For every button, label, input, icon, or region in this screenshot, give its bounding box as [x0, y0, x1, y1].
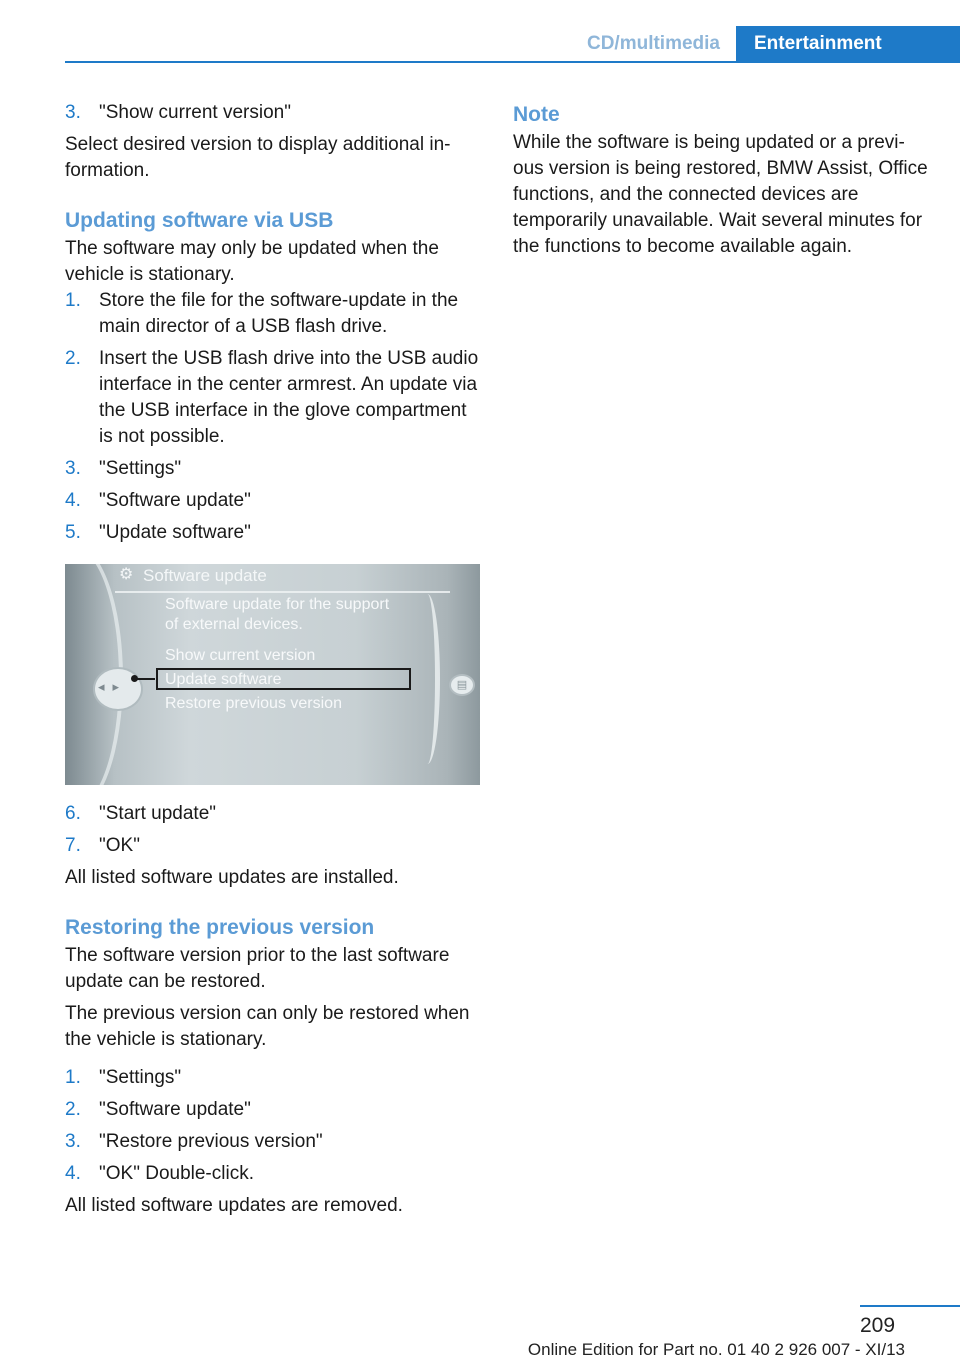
list-item	[65, 346, 483, 450]
restore-body-1: The software version prior to the last software update can be restored.	[65, 945, 450, 992]
list-item	[65, 801, 483, 827]
step-number: 6.	[65, 803, 81, 824]
step-text: Store the file for the software-update in the main director of a USB flash drive.	[99, 290, 459, 337]
step-text: "Software update"	[99, 1099, 251, 1120]
page-number: 209	[860, 1314, 896, 1337]
screen-title: Software update	[143, 566, 267, 585]
step-number: 2.	[65, 348, 81, 369]
step-text: "Settings"	[99, 1067, 182, 1088]
step-text: "Settings"	[99, 458, 182, 479]
usb-section	[65, 206, 483, 891]
list-item	[65, 288, 483, 340]
screen-info-line2: of external devices.	[165, 616, 303, 633]
step-number: 3.	[65, 1131, 81, 1152]
step-number: 3.	[65, 102, 81, 123]
step-text: "Software update"	[99, 490, 251, 511]
usb-step-list-continued	[65, 801, 483, 859]
screen-info-line1: Software update for the support	[165, 596, 390, 613]
intro-step-list	[65, 100, 483, 126]
restore-body-2: The previous version can only be restored when the vehicle is stationary.	[65, 1003, 470, 1050]
list-item	[65, 456, 483, 482]
step-text: "OK" Double-click.	[99, 1163, 254, 1184]
gear-icon: ⚙	[119, 566, 134, 583]
step-text: "Restore previous version"	[99, 1131, 323, 1152]
screen-option-restore-version: Restore previous version	[165, 695, 342, 712]
left-column	[65, 100, 483, 1219]
step-text: "Update software"	[99, 522, 251, 543]
section-heading-usb: Updating software via USB	[65, 209, 334, 232]
step-text: "Start update"	[99, 803, 217, 824]
idrive-screenshot	[65, 564, 480, 785]
intro-paragraph: Select desired version to display additional information.	[65, 134, 451, 181]
header-chapter-tab: Entertainment	[736, 26, 960, 62]
option-button-icon: ▤	[449, 674, 475, 696]
usb-step-list	[65, 288, 483, 546]
restore-step-list	[65, 1065, 483, 1187]
screen-title-rule	[115, 591, 450, 593]
restore-section	[65, 913, 483, 1219]
knob-arrows-icon: ◂▸	[98, 679, 128, 694]
step-number: 2.	[65, 1099, 81, 1120]
list-item	[65, 1065, 483, 1091]
step-number: 7.	[65, 835, 81, 856]
step-number: 1.	[65, 1067, 81, 1088]
step-text: "Show current version"	[99, 102, 291, 123]
note-title: Note	[513, 103, 560, 126]
restore-result: All listed software updates are removed.	[65, 1195, 403, 1216]
usb-body: The software may only be updated when the vehicle is stationary.	[65, 238, 439, 285]
header-section-label: CD/multimedia	[586, 33, 720, 54]
step-text: "OK"	[99, 835, 140, 856]
usb-result: All listed software updates are installed.	[65, 867, 399, 888]
right-column	[513, 100, 928, 260]
pointer-line	[135, 678, 155, 680]
step-text: Insert the USB flash drive into the USB audio interface in the center armrest. An update via the USB interface in the glove compartment is not possible.	[99, 348, 479, 447]
step-number: 4.	[65, 490, 81, 511]
page-number-rule	[860, 1305, 960, 1307]
list-item	[65, 1161, 483, 1187]
list-item	[65, 520, 483, 546]
step-number: 5.	[65, 522, 81, 543]
list-item	[65, 488, 483, 514]
section-heading-restore: Restoring the previous version	[65, 916, 375, 939]
list-item	[65, 833, 483, 859]
list-item	[65, 1129, 483, 1155]
screen-option-show-version: Show current version	[165, 647, 316, 664]
screen-option-update-software: Update software	[165, 671, 282, 688]
screen-right-arc	[415, 594, 440, 764]
step-number: 4.	[65, 1163, 81, 1184]
note-text: While the software is being updated or a previous version is being restored, BMW Assist, Office functions, and the connected devices are temporarily unavailable. Wait several minutes for the functions to become available again.	[513, 132, 928, 257]
step-number: 1.	[65, 290, 81, 311]
list-item	[65, 1097, 483, 1123]
step-number: 3.	[65, 458, 81, 479]
list-item	[65, 100, 483, 126]
edition-footer: Online Edition for Part no. 01 40 2 926 007 - XI/13	[527, 1340, 905, 1359]
header-rule	[65, 61, 960, 63]
